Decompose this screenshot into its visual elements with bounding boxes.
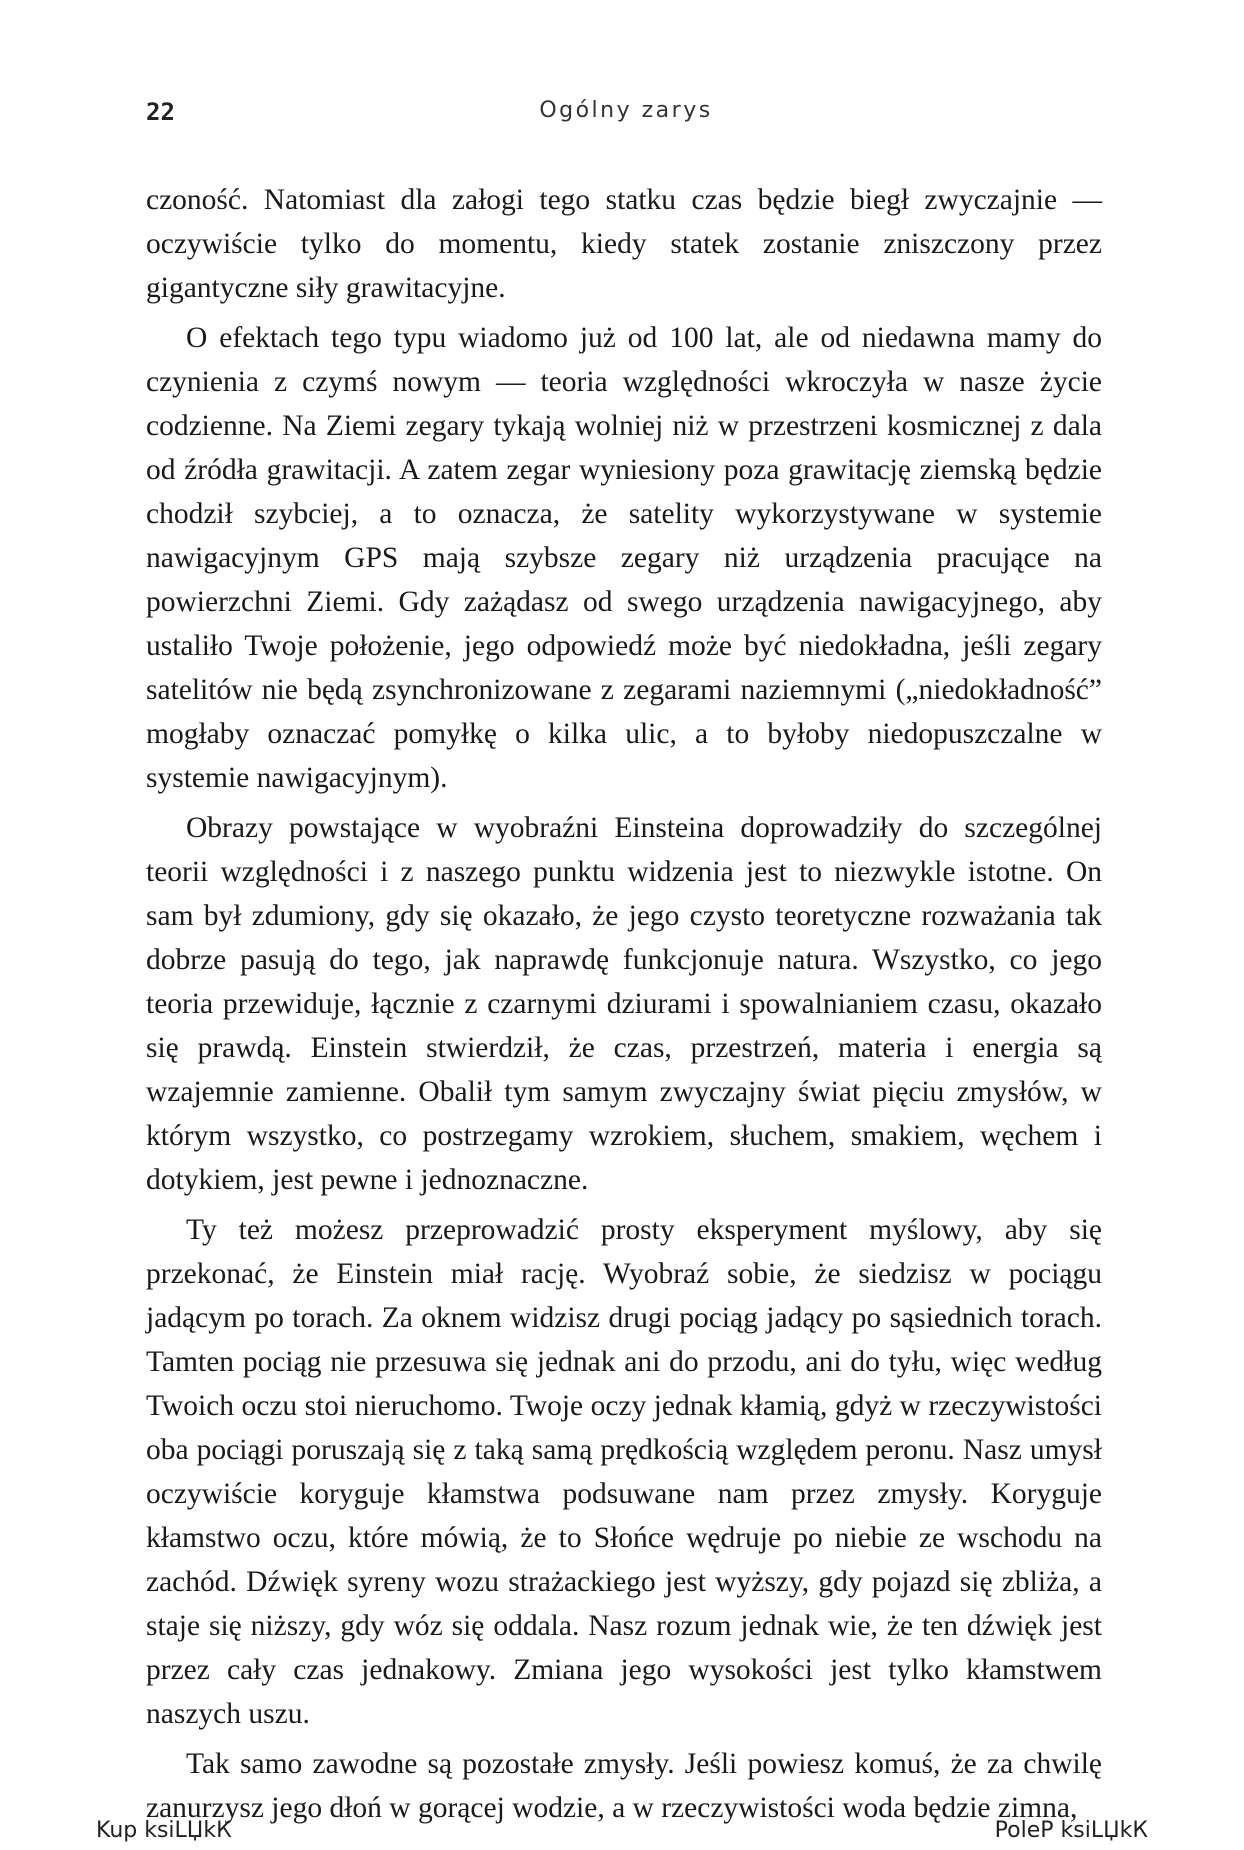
page-footer (96, 1818, 1148, 1848)
page-number: 22 (146, 98, 175, 126)
paragraph: O efektach tego typu wiadomo już od 100 lat, ale od niedawna mamy do czynienia z czymś nowym — teoria względności wkroczyła w nasze życie codzienne. Na Ziemi zegary tykają wolniej niż w przestrzeni kosmicznej z dala od źródła grawitacji. A zatem zegar wyniesiony poza grawitację ziemską będzie chodził szybciej, a to oznacza, że satelity wykorzystywane w systemie nawigacyjnym GPS mają szybsze zegary niż urządzenia pracujące na powierzchni Ziemi. Gdy zażądasz od swego urządzenia nawigacyjnego, aby ustaliło Twoje położenie, jego odpowiedź może być niedokładna, jeśli zegary satelitów nie będą zsynchronizowane z zegarami naziemnymi („niedokładność” mogłaby oznaczać pomyłkę o kilka ulic, a to byłoby niedopuszczalne w systemie nawigacyjnym). (146, 322, 1102, 794)
paragraph: czoność. Natomiast dla załogi tego statku czas będzie biegł zwyczajnie — oczywiście tylko do momentu, kiedy statek zostanie zniszczony przez gigantyczne siły grawitacyjne. (146, 184, 1102, 304)
paragraph: Ty też możesz przeprowadzić prosty eksperyment myślowy, aby się przekonać, że Einstein miał rację. Wyobraź sobie, że siedzisz w pociągu jadącym po torach. Za oknem widzisz drugi pociąg jadący po sąsiednich torach. Tamten pociąg nie przesuwa się jednak ani do przodu, ani do tyłu, więc według Twoich oczu stoi nieruchomo. Twoje oczy jednak kłamią, gdyż w rzeczywistości oba pociągi poruszają się z taką samą prędkością względem peronu. Nasz umysł oczywiście koryguje kłamstwa podsuwane nam przez zmysły. Koryguje kłamstwo oczu, które mówią, że to Słońce wędruje po niebie ze wschodu na zachód. Dźwięk syreny wozu strażackiego jest wyższy, gdy pojazd się zbliża, a staje się niższy, gdy wóz się oddala. Nasz rozum jednak wie, że ten dźwięk jest przez cały czas jednakowy. Zmiana jego wysokości jest tylko kłamstwem naszych uszu. (146, 1214, 1102, 1730)
page-header (146, 98, 1106, 138)
buy-book-link[interactable]: Kup ksiLЏkК (96, 1818, 232, 1843)
body-text (146, 178, 1102, 1836)
recommend-book-link[interactable]: PoleР ksiLЏkК (994, 1818, 1148, 1843)
paragraph: Tak samo zawodne są pozostałe zmysły. Jeśli powiesz komuś, że za chwilę zanurzysz jego dłoń w gorącej wodzie, a w rzeczywistości woda będzie zimna, (146, 1748, 1102, 1824)
paragraph: Obrazy powstające w wyobraźni Einsteina doprowadziły do szczególnej teorii względności i z naszego punktu widzenia jest to niezwykle istotne. On sam był zdumiony, gdy się okazało, że jego czysto teoretyczne rozważania tak dobrze pasują do tego, jak naprawdę funkcjonuje natura. Wszystko, co jego teoria przewiduje, łącznie z czarnymi dziurami i spowalnianiem czasu, okazało się prawdą. Einstein stwierdził, że czas, przestrzeń, materia i energia są wzajemnie zamienne. Obalił tym samym zwyczajny świat pięciu zmysłów, w którym wszystko, co postrzegamy wzrokiem, słuchem, smakiem, węchem i dotykiem, jest pewne i jednoznaczne. (146, 812, 1102, 1196)
running-title: Ogólny zarys (539, 98, 713, 123)
